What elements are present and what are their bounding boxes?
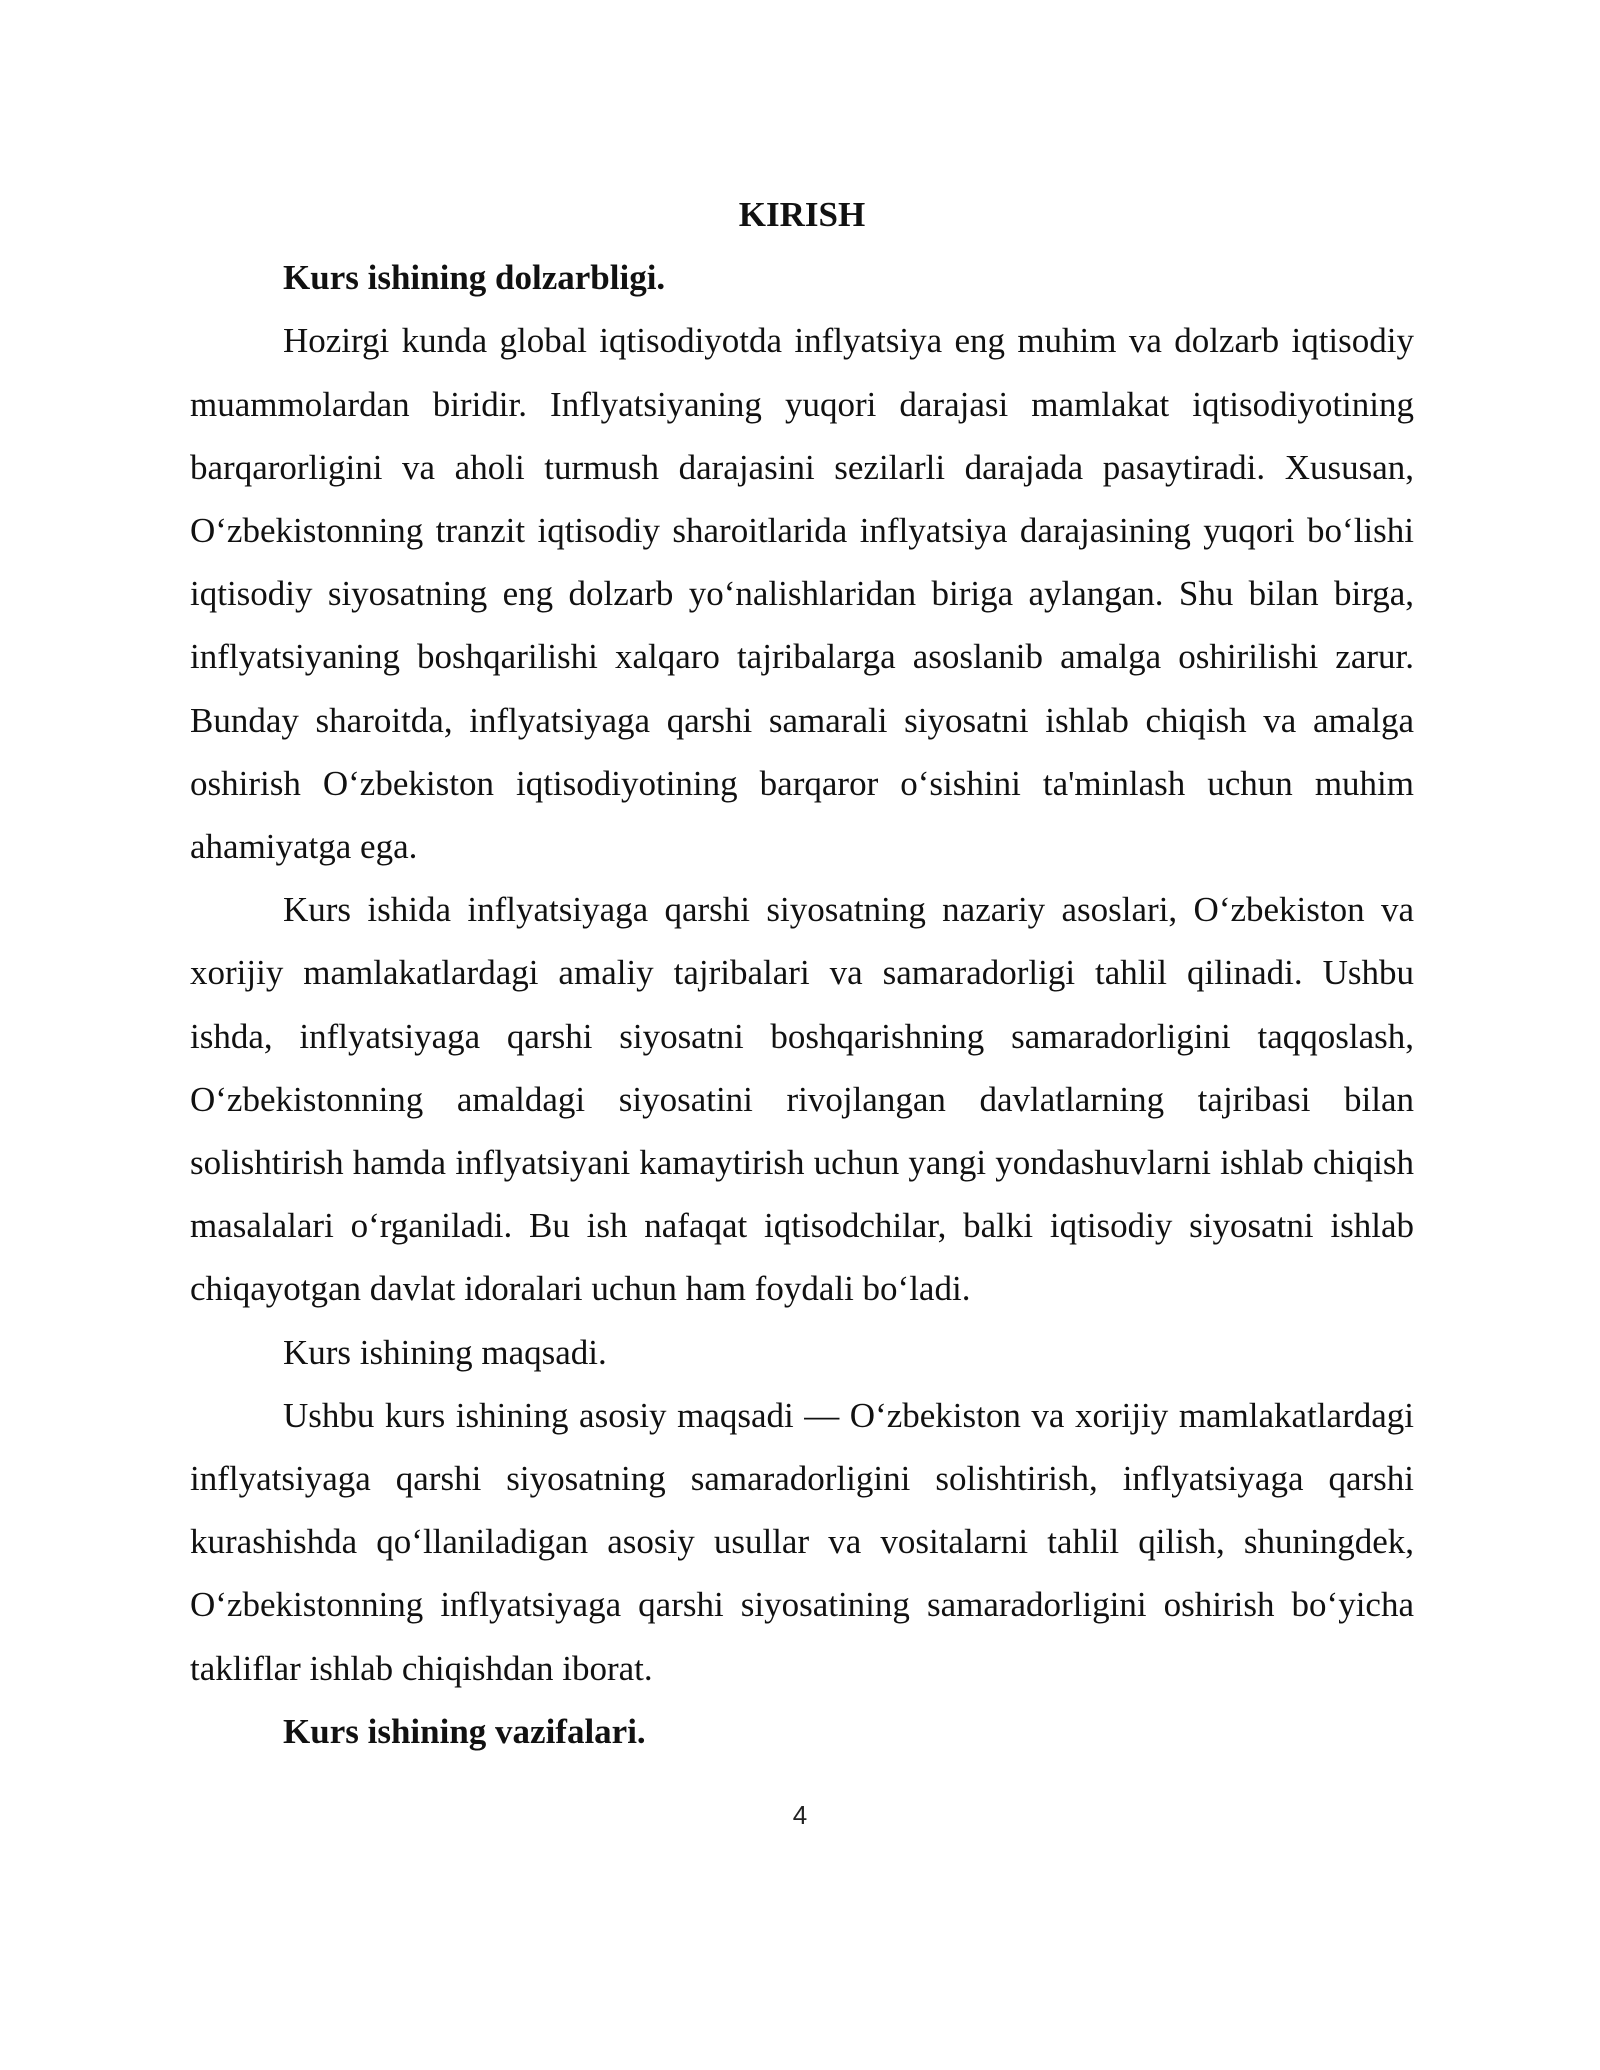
section-heading-goal: Kurs ishining maqsadi. [283, 1332, 607, 1372]
paragraph-goal: Ushbu kurs ishining asosiy maqsadi — O‘zbekiston va xorijiy mamlakatlardagi inflyatsiyaga qarshi siyosatning samaradorligini solishtirish, inflyatsiyaga qarshi kurashishda qo‘llaniladigan asosiy usullar va vositalarni tahlil qilish, shuningdek, O‘zbekistonning inflyatsiyaga qarshi siyosatining samaradorligini oshirish bo‘yicha takliflar ishlab chiqishdan iborat. [190, 1395, 1414, 1688]
paragraph-relevance: Hozirgi kunda global iqtisodiyotda inflyatsiya eng muhim va dolzarb iqtisodiy muammolardan biridir. Inflyatsiyaning yuqori darajasi mamlakat iqtisodiyotining barqarorligini va aholi turmush darajasini sezilarli darajada pasaytiradi. Xususan, O‘zbekistonning tranzit iqtisodiy sharoitlarida inflyatsiya darajasining yuqori bo‘lishi iqtisodiy siyosatning eng dolzarb yo‘nalishlaridan biriga aylangan. Shu bilan birga, inflyatsiyaning boshqarilishi xalqaro tajribalarga asoslanib amalga oshirilishi zarur. Bunday sharoitda, inflyatsiyaga qarshi samarali siyosatni ishlab chiqish va amalga oshirish O‘zbekiston iqtisodiyotining barqaror o‘sishini ta'minlash uchun muhim ahamiyatga ega. [190, 321, 1414, 867]
paragraph-scope: Kurs ishida inflyatsiyaga qarshi siyosatning nazariy asoslari, O‘zbekiston va xorijiy mamlakatlardagi amaliy tajribalari va samaradorligi tahlil qilinadi. Ushbu ishda, inflyatsiyaga qarshi siyosatni boshqarishning samaradorligini taqqoslash, O‘zbekistonning amaldagi siyosatini rivojlangan davlatlarning tajribasi bilan solishtirish hamda inflyatsiyani kamaytirish uchun yangi yondashuvlarni ishlab chiqish masalalari o‘rganiladi. Bu ish nafaqat iqtisodchilar, balki iqtisodiy siyosatni ishlab chiqayotgan davlat idoralari uchun ham foydali bo‘ladi. [190, 890, 1414, 1309]
section-heading-relevance: Kurs ishining dolzarbligi. [283, 258, 666, 298]
section-heading-tasks: Kurs ishining vazifalari. [283, 1711, 646, 1751]
page-title: KIRISH [738, 195, 866, 234]
page-number: 4 [792, 1800, 808, 1830]
page-body [190, 183, 1414, 1763]
